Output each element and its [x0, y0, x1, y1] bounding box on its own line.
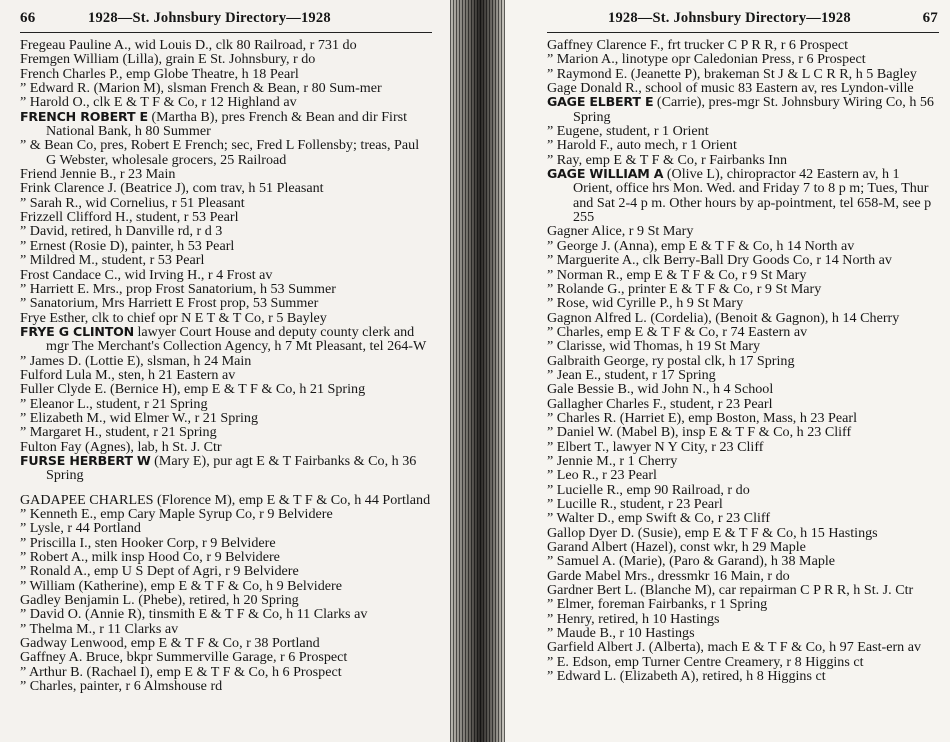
- entry-text: GADAPEE CHARLES (Florence M), emp E & T F & Co, h 44 Portland: [20, 491, 431, 508]
- entry-text: ” Edward L. (Elizabeth A), retired, h 8 Higgins ct: [547, 668, 826, 685]
- directory-entry: [547, 153, 939, 167]
- directory-entry: [547, 138, 939, 152]
- directory-entry: [547, 640, 939, 654]
- directory-entry: [547, 497, 939, 511]
- directory-entry: [547, 483, 939, 497]
- entry-text: Frye Esther, clk to chief opr N E T & T Co, r 5 Bayley: [20, 309, 327, 326]
- entry-text: ” Norman R., emp E & T F & Co, r 9 St Mary: [547, 266, 807, 283]
- entry-text: ” Eugene, student, r 1 Orient: [547, 123, 709, 140]
- entry-text: ” Marguerite A., clk Berry-Ball Dry Goods Co, r 14 North av: [547, 252, 892, 269]
- entry-text: (Mary E), pur agt E & T Fairbanks & Co, h 36 Spring: [46, 452, 417, 484]
- entry-text: ” David, retired, h Danville rd, r d 3: [20, 223, 223, 240]
- directory-entry: [20, 196, 432, 210]
- entry-text: Gallop Dyer D. (Susie), emp E & T F & Co, h 15 Hastings: [547, 524, 878, 541]
- directory-entry: [547, 583, 939, 597]
- entry-text: ” David O. (Annie R), tinsmith E & T F & Co, h 11 Clarks av: [20, 606, 368, 623]
- entry-text: Frink Clarence J. (Beatrice J), com trav, h 51 Pleasant: [20, 180, 324, 197]
- directory-entry: [547, 354, 939, 368]
- directory-entry: [547, 440, 939, 454]
- directory-entry: [547, 253, 939, 267]
- directory-entry: [547, 38, 939, 52]
- entry-text: ” & Bean Co, pres, Robert E French; sec, Fred L Follensby; treas, Paul G Webster, wholesale grocers, 25 Railroad: [20, 137, 420, 168]
- entry-text: ” Thelma M., r 11 Clarks av: [20, 620, 179, 637]
- directory-entry: [547, 368, 939, 382]
- entry-text: ” Harold O., clk E & T F & Co, r 12 Highland av: [20, 94, 297, 111]
- directory-entry: [547, 167, 939, 224]
- entry-text: ” Elmer, foreman Fairbanks, r 1 Spring: [547, 596, 768, 613]
- directory-entry: [20, 325, 432, 354]
- directory-entry: [20, 507, 432, 521]
- header-rule: [547, 32, 939, 33]
- directory-entry: [20, 268, 432, 282]
- entry-text: Fulton Fay (Agnes), lab, h St. J. Ctr: [20, 438, 222, 455]
- directory-entry: [20, 67, 432, 81]
- entry-text: ” Sarah R., wid Cornelius, r 51 Pleasant: [20, 194, 245, 211]
- directory-entry: [547, 468, 939, 482]
- entry-text: ” Harold F., auto mech, r 1 Orient: [547, 137, 737, 154]
- directory-entry: [547, 655, 939, 669]
- directory-entry: [547, 325, 939, 339]
- directory-entry: [20, 296, 432, 310]
- page-number: 67: [922, 10, 938, 26]
- directory-entries: [547, 38, 939, 683]
- directory-entry: [20, 368, 432, 382]
- entry-text: ” Jennie M., r 1 Cherry: [547, 452, 678, 469]
- entry-text: Gagnon Alfred L. (Cordelia), (Benoit & Gagnon), h 14 Cherry: [547, 309, 900, 326]
- directory-entry: [20, 138, 432, 167]
- entry-text: Frizzell Clifford H., student, r 53 Pearl: [20, 209, 239, 226]
- directory-entry: [547, 268, 939, 282]
- entry-text: French Charles P., emp Globe Theatre, h 18 Pearl: [20, 65, 299, 82]
- right-page: [505, 0, 950, 742]
- directory-entry: [20, 397, 432, 411]
- directory-entry: [20, 550, 432, 564]
- entry-text: Garand Albert (Hazel), const wkr, h 29 Maple: [547, 539, 806, 556]
- directory-entry: [20, 493, 432, 507]
- running-title: 1928—St. Johnsbury Directory—1928: [88, 10, 331, 26]
- directory-entry: [20, 239, 432, 253]
- directory-entry: [20, 354, 432, 368]
- directory-entry: [20, 607, 432, 621]
- directory-entry: [547, 124, 939, 138]
- entry-text: ” Maude B., r 10 Hastings: [547, 625, 695, 642]
- directory-entry: [20, 536, 432, 550]
- entry-text: ” Henry, retired, h 10 Hastings: [547, 610, 720, 627]
- entry-text: Gage Donald R., school of music 83 Eastern av, res Lyndon-ville: [547, 80, 914, 97]
- entry-text: Gadway Lenwood, emp E & T F & Co, r 38 Portland: [20, 635, 320, 652]
- running-title: 1928—St. Johnsbury Directory—1928: [608, 10, 851, 26]
- bold-entry-name: FRENCH ROBERT E: [20, 108, 148, 124]
- directory-entry: [547, 540, 939, 554]
- entry-text: Fregeau Pauline A., wid Louis D., clk 80 Railroad, r 731 do: [20, 37, 357, 53]
- entry-text: Garfield Albert J. (Alberta), mach E & T F & Co, h 97 East-ern av: [547, 639, 922, 656]
- entry-text: Gaffney A. Bruce, bkpr Summerville Garage, r 6 Prospect: [20, 649, 348, 666]
- directory-entry: [20, 210, 432, 224]
- directory-entry: [547, 597, 939, 611]
- entry-text: ” Charles, emp E & T F & Co, r 74 Eastern av: [547, 323, 808, 340]
- directory-entries: [20, 38, 432, 693]
- directory-entry: [547, 569, 939, 583]
- directory-entry: [547, 511, 939, 525]
- entry-text: ” Harriett E. Mrs., prop Frost Sanatorium, h 53 Summer: [20, 280, 336, 297]
- entry-text: ” William (Katherine), emp E & T F & Co, h 9 Belvidere: [20, 577, 342, 594]
- directory-entry: [547, 239, 939, 253]
- entry-text: ” Marion A., linotype opr Caledonian Press, r 6 Prospect: [547, 51, 866, 68]
- entry-text: ” Daniel W. (Mabel B), insp E & T F & Co, h 23 Cliff: [547, 424, 852, 441]
- entry-text: ” Leo R., r 23 Pearl: [547, 467, 657, 484]
- directory-entry: [20, 622, 432, 636]
- directory-entry: [547, 224, 939, 238]
- right-page-header: [505, 8, 950, 28]
- directory-entry: [20, 679, 432, 693]
- entry-text: ” Walter D., emp Swift & Co, r 23 Cliff: [547, 510, 771, 527]
- directory-entry: [547, 411, 939, 425]
- entry-text: Fremgen William (Lilla), grain E St. Johnsbury, r do: [20, 51, 316, 68]
- directory-entry: [547, 669, 939, 683]
- entry-text: ” Samuel A. (Marie), (Paro & Garand), h 38 Maple: [547, 553, 836, 570]
- header-rule: [20, 32, 432, 33]
- directory-entry: [20, 382, 432, 396]
- bold-entry-name: GAGE ELBERT E: [547, 94, 654, 110]
- directory-entry: [20, 52, 432, 66]
- entry-text: ” Margaret H., student, r 21 Spring: [20, 424, 217, 441]
- entry-text: ” Lucielle R., emp 90 Railroad, r do: [547, 481, 750, 498]
- directory-entry: [547, 296, 939, 310]
- entry-text: ” Clarisse, wid Thomas, h 19 St Mary: [547, 338, 761, 355]
- directory-entry: [547, 526, 939, 540]
- directory-entry: [20, 665, 432, 679]
- bold-entry-name: FRYE G CLINTON: [20, 323, 134, 339]
- directory-entry: [547, 454, 939, 468]
- directory-entry: [547, 95, 939, 124]
- entry-text: Gale Bessie B., wid John N., h 4 School: [547, 381, 774, 398]
- directory-entry: [547, 425, 939, 439]
- entry-text: ” E. Edson, emp Turner Centre Creamery, r 8 Higgins ct: [547, 653, 864, 670]
- entry-text: Gardner Bert L. (Blanche M), car repairman C P R R, h St. J. Ctr: [547, 582, 914, 599]
- entry-text: ” Eleanor L., student, r 21 Spring: [20, 395, 208, 412]
- directory-entry: [20, 440, 432, 454]
- directory-entry: [547, 282, 939, 296]
- directory-entry: [547, 397, 939, 411]
- entry-text: ” Charles R. (Harriet E), emp Boston, Mass, h 23 Pearl: [547, 409, 858, 426]
- entry-text: Gadley Benjamin L. (Phebe), retired, h 20 Spring: [20, 592, 299, 609]
- entry-text: Frost Candace C., wid Irving H., r 4 Frost av: [20, 266, 273, 283]
- directory-entry: [20, 521, 432, 535]
- directory-entry: [20, 593, 432, 607]
- entry-text: ” Rolande G., printer E & T F & Co, r 9 St Mary: [547, 280, 822, 297]
- left-page-header: [0, 8, 450, 28]
- directory-entry: [20, 253, 432, 267]
- entry-text: ” Arthur B. (Rachael I), emp E & T F & Co, h 6 Prospect: [20, 663, 342, 680]
- page-number: 66: [20, 10, 36, 26]
- entry-text: (Carrie), pres-mgr St. Johnsbury Wiring Co, h 56 Spring: [573, 94, 934, 125]
- entry-text: ” Charles, painter, r 6 Almshouse rd: [20, 678, 223, 695]
- entry-text: ” Lysle, r 44 Portland: [20, 520, 141, 537]
- entry-text: ” Ray, emp E & T F & Co, r Fairbanks Inn: [547, 151, 788, 168]
- entry-text: Garde Mabel Mrs., dressmkr 16 Main, r do: [547, 567, 790, 584]
- bold-entry-name: GAGE WILLIAM A: [547, 166, 664, 182]
- directory-entry: [20, 282, 432, 296]
- entry-text: (Olive L), chiropractor 42 Eastern av, h 1 Orient, office hrs Mon. Wed. and Friday 7 to 8 p m; Tues, Thur and Sat 2-4 p m. Other hours by ap-pointment, tel 658-M, see p 255: [573, 166, 932, 226]
- entry-text: ” Sanatorium, Mrs Harriett E Frost prop, 53 Summer: [20, 295, 319, 312]
- directory-entry: [547, 554, 939, 568]
- directory-entry: [20, 110, 432, 139]
- directory-entry: [547, 81, 939, 95]
- entry-text: ” Jean E., student, r 17 Spring: [547, 366, 716, 383]
- entry-text: ” Robert A., milk insp Hood Co, r 9 Belvidere: [20, 549, 280, 566]
- directory-entry: [20, 95, 432, 109]
- directory-entry: [20, 224, 432, 238]
- entry-text: ” Mildred M., student, r 53 Pearl: [20, 252, 205, 269]
- directory-entry: [20, 181, 432, 195]
- entry-text: ” George J. (Anna), emp E & T F & Co, h 14 North av: [547, 237, 855, 254]
- entry-text: Friend Jennie B., r 23 Main: [20, 166, 176, 183]
- entry-text: Fuller Clyde E. (Bernice H), emp E & T F & Co, h 21 Spring: [20, 381, 366, 398]
- entry-text: ” Ernest (Rosie D), painter, h 53 Pearl: [20, 237, 235, 254]
- book-gutter: [450, 0, 505, 742]
- directory-entry: [20, 650, 432, 664]
- directory-entry: [20, 38, 432, 52]
- entry-text: Galbraith George, ry postal clk, h 17 Spring: [547, 352, 795, 369]
- directory-entry: [20, 564, 432, 578]
- entry-text: ” James D. (Lottie E), slsman, h 24 Main: [20, 352, 252, 369]
- entry-text: ” Elbert T., lawyer N Y City, r 23 Cliff: [547, 438, 764, 455]
- bold-entry-name: FURSE HERBERT W: [20, 452, 151, 468]
- entry-text: Gallagher Charles F., student, r 23 Pearl: [547, 395, 773, 412]
- entry-text: Gaffney Clarence F., frt trucker C P R R, r 6 Prospect: [547, 37, 849, 53]
- directory-entry: [547, 52, 939, 66]
- entry-text: ” Ronald A., emp U S Dept of Agri, r 9 Belvidere: [20, 563, 299, 580]
- directory-entry: [20, 311, 432, 325]
- entry-text: (Martha B), pres French & Bean and dir First National Bank, h 80 Summer: [46, 108, 408, 140]
- entry-text: ” Lucille R., student, r 23 Pearl: [547, 496, 723, 512]
- directory-entry: [20, 454, 432, 483]
- directory-entry: [547, 382, 939, 396]
- directory-entry: [20, 636, 432, 650]
- directory-entry: [547, 339, 939, 353]
- directory-entry: [20, 81, 432, 95]
- left-page: [0, 0, 450, 742]
- directory-entry: [547, 67, 939, 81]
- directory-entry: [20, 425, 432, 439]
- entry-text: ” Kenneth E., emp Cary Maple Syrup Co, r 9 Belvidere: [20, 506, 333, 522]
- directory-entry: [547, 311, 939, 325]
- directory-entry: [547, 612, 939, 626]
- directory-entry: [20, 411, 432, 425]
- entry-text: ” Rose, wid Cyrille P., h 9 St Mary: [547, 295, 744, 312]
- directory-entry: [547, 626, 939, 640]
- entry-text: ” Edward R. (Marion M), slsman French & Bean, r 80 Sum-mer: [20, 80, 382, 97]
- directory-entry: [20, 167, 432, 181]
- entry-text: ” Priscilla I., sten Hooker Corp, r 9 Belvidere: [20, 534, 276, 551]
- entry-text: lawyer Court House and deputy county clerk and mgr The Merchant's Collection Agency, h 7 Mt Pleasant, tel 264-W: [46, 323, 427, 355]
- entry-text: Fulford Lula M., sten, h 21 Eastern av: [20, 366, 236, 383]
- entry-text: Gagner Alice, r 9 St Mary: [547, 223, 694, 240]
- entry-text: ” Elizabeth M., wid Elmer W., r 21 Spring: [20, 409, 258, 426]
- entry-text: ” Raymond E. (Jeanette P), brakeman St J & L C R R, h 5 Bagley: [547, 65, 917, 82]
- directory-entry: [20, 579, 432, 593]
